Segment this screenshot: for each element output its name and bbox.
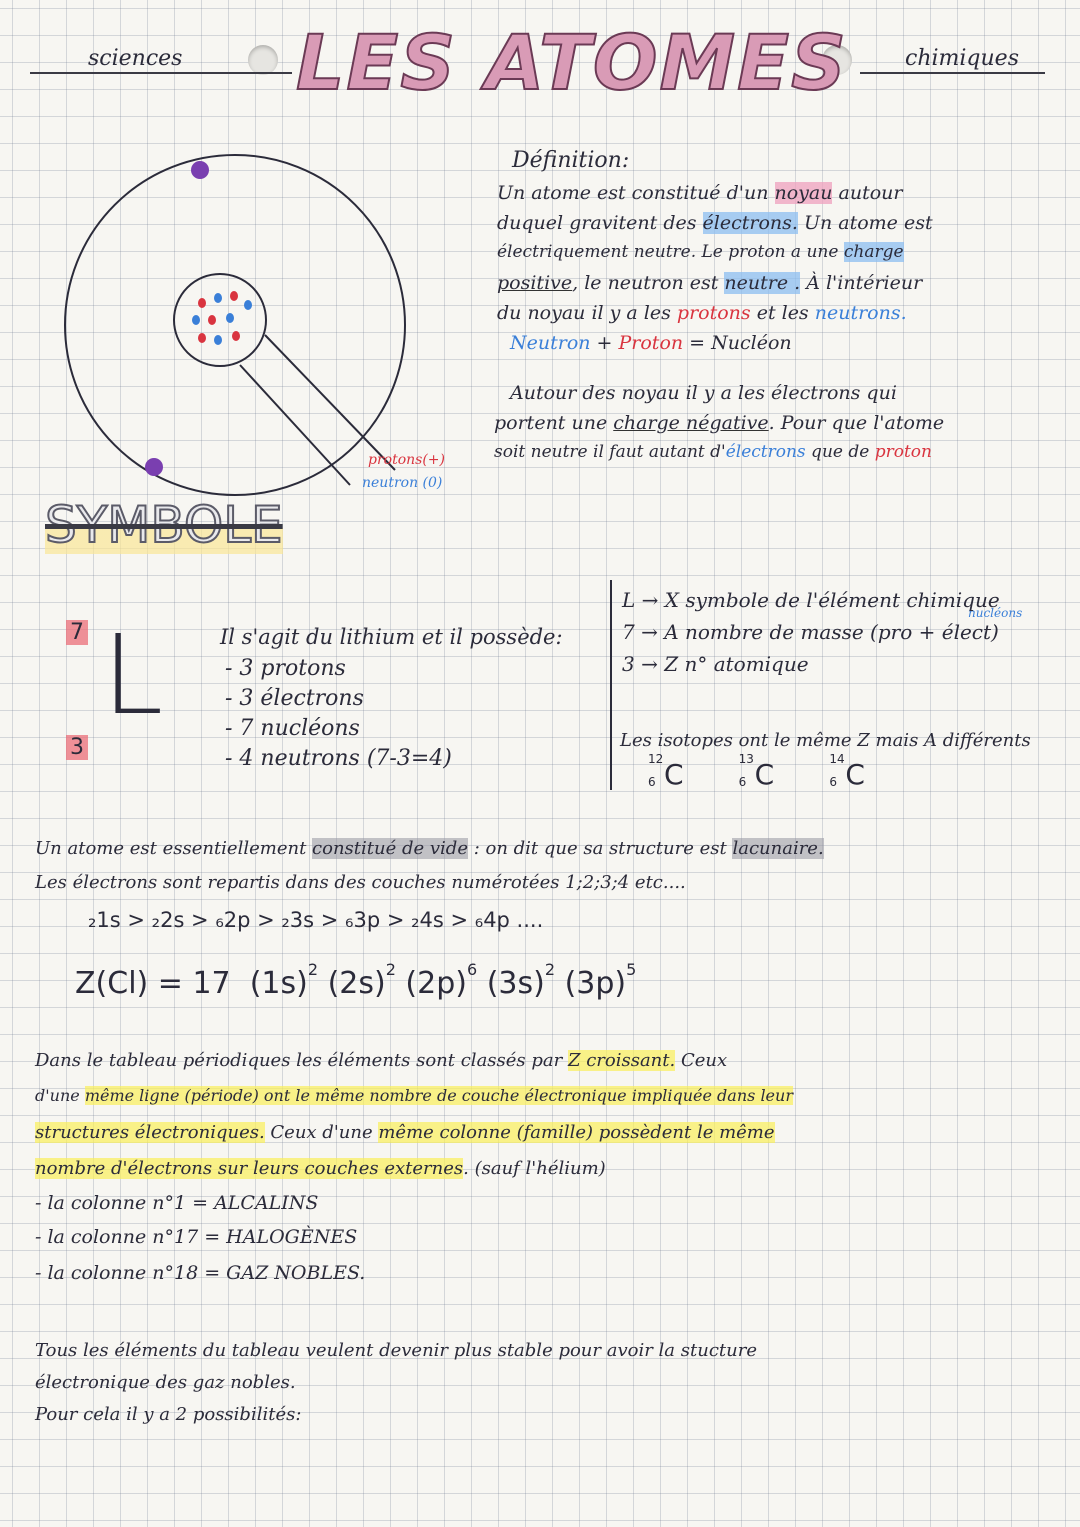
isotope-c14: 14 6 C xyxy=(829,752,865,791)
symbol-mass-number: 7 xyxy=(66,620,88,645)
definition-line-5: du noyau il y a les protons et les neutrons. xyxy=(497,302,907,324)
neutron-dot xyxy=(244,300,252,310)
legend-protons: protons(+) xyxy=(368,452,445,468)
title-rule-left xyxy=(30,72,292,74)
legend-line-symbol: L → X symbole de l'élément chimique xyxy=(622,588,1000,612)
page-title: LES ATOMES xyxy=(296,18,848,107)
neutron-dot xyxy=(214,335,222,345)
zoom-pointer-line-1 xyxy=(240,365,350,485)
definition-line-9: soit neutre il faut autant d'électrons que de proton xyxy=(494,442,932,462)
definition-line-2: duquel gravitent des électrons. Un atome est xyxy=(497,212,933,234)
neutron-dot xyxy=(226,313,234,323)
proton-dot xyxy=(232,331,240,341)
proton-dot xyxy=(198,333,206,343)
symbol-atomic-number: 3 xyxy=(66,735,88,760)
legend-line-z: 3 → Z n° atomique xyxy=(622,652,809,676)
isotope-c13: 13 6 C xyxy=(738,752,775,791)
neutron-dot xyxy=(192,315,200,325)
periodic-line-2: d'une même ligne (période) ont le même nombre de couche électronique impliquée dans leur xyxy=(35,1086,793,1105)
stability-line-2: électronique des gaz nobles. xyxy=(35,1372,296,1393)
lithium-item-electrons: - 3 électrons xyxy=(225,686,364,711)
stability-line-3: Pour cela il y a 2 possibilités: xyxy=(35,1404,302,1425)
symbol-letter: L xyxy=(102,611,164,739)
definition-heading: Définition: xyxy=(512,148,630,173)
definition-line-7: Autour des noyau il y a les électrons qui xyxy=(510,382,897,404)
lithium-item-protons: - 3 protons xyxy=(225,656,346,681)
chlorine-configuration: Z(Cl) = 17 $(1s)^2$ $(2s)^2$ $(2p)^6$ $(3s)^2$ $(3p)^5$ xyxy=(75,960,637,1001)
header-right-label: chimiques xyxy=(905,46,1019,71)
electron-shell xyxy=(65,155,405,495)
neutron-dot xyxy=(214,293,222,303)
header-left-label: sciences xyxy=(88,46,183,71)
proton-dot xyxy=(198,298,206,308)
legend-neutrons: neutron (0) xyxy=(362,475,443,491)
isotopes-row xyxy=(648,752,915,791)
structure-line-1: Un atome est essentiellement constitué de vide : on dit que sa structure est lacunaire. xyxy=(35,838,824,859)
definition-line-8: portent une charge négative. Pour que l'atome xyxy=(494,412,945,434)
proton-dot xyxy=(230,291,238,301)
proton-dot xyxy=(208,315,216,325)
title-rule-right xyxy=(860,72,1045,74)
lithium-item-nucleons: - 7 nucléons xyxy=(225,716,360,741)
lithium-intro: Il s'agit du lithium et il possède: xyxy=(220,625,563,649)
lithium-item-neutrons: - 4 neutrons (7-3=4) xyxy=(225,746,452,771)
electron-dot xyxy=(191,161,209,179)
definition-line-1: Un atome est constitué d'un noyau autour xyxy=(497,182,903,204)
isotopes-text: Les isotopes ont le même Z mais A différents xyxy=(620,730,1031,751)
legend-note-nucleons: nucléons xyxy=(968,606,1023,620)
column-halogenes: - la colonne n°17 = HALOGÈNES xyxy=(35,1226,358,1248)
periodic-line-4: nombre d'électrons sur leurs couches externes. (sauf l'hélium) xyxy=(35,1158,606,1179)
structure-line-2: Les électrons sont repartis dans des couches numérotées 1;2;3;4 etc.... xyxy=(35,872,686,893)
definition-line-4: positive, le neutron est neutre . À l'intérieur xyxy=(497,272,923,294)
stability-line-1: Tous les éléments du tableau veulent devenir plus stable pour avoir la stucture xyxy=(35,1340,757,1361)
definition-line-3: électriquement neutre. Le proton a une charge xyxy=(497,242,904,262)
orbital-order: ₂1s > ₂2s > ₆2p > ₂3s > ₆3p > ₂4s > ₆4p .... xyxy=(88,908,544,932)
legend-bracket xyxy=(610,580,612,790)
symbole-heading: SYMBOLE xyxy=(45,496,283,554)
electron-dot xyxy=(145,458,163,476)
column-gaz-nobles: - la colonne n°18 = GAZ NOBLES. xyxy=(35,1262,366,1284)
periodic-line-1: Dans le tableau périodiques les éléments sont classés par Z croissant. Ceux xyxy=(35,1050,728,1071)
isotope-c12: 12 6 C xyxy=(648,752,684,791)
nucleus-zoom-circle xyxy=(174,274,266,366)
zoom-pointer-line-2 xyxy=(265,335,395,470)
punch-hole-left xyxy=(248,45,278,75)
legend-line-mass: 7 → A nombre de masse (pro + élect) xyxy=(622,620,999,644)
definition-line-6: Neutron + Proton = Nucléon xyxy=(510,332,792,354)
periodic-line-3: structures électroniques. Ceux d'une même colonne (famille) possèdent le même xyxy=(35,1122,775,1143)
column-alcalins: - la colonne n°1 = ALCALINS xyxy=(35,1192,319,1214)
